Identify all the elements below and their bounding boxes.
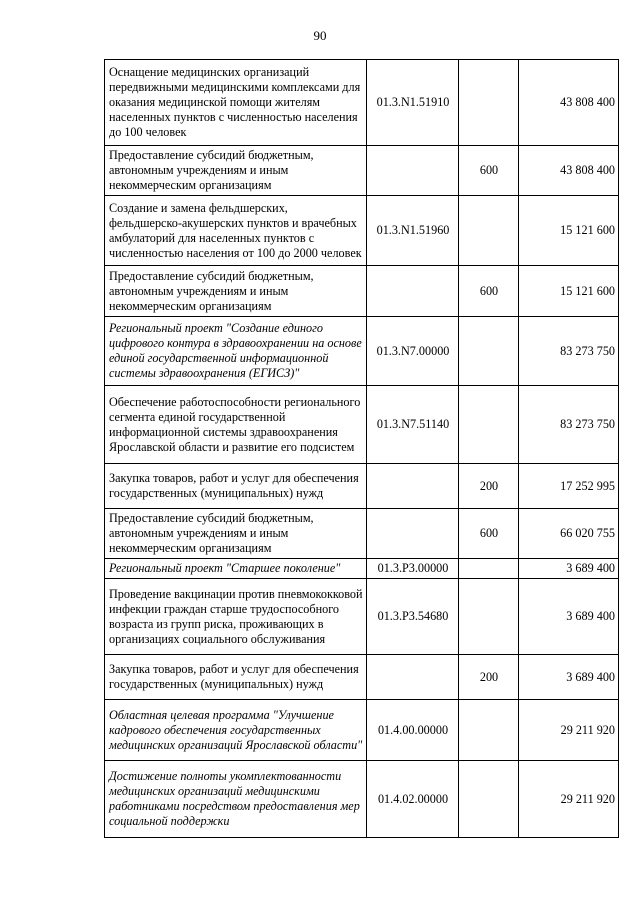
row-name: Предоставление субсидий бюджетным, автономным учреждениям и иным некоммерческим организациям [105,146,367,196]
table-row [105,761,619,838]
row-amount: 43 808 400 [519,146,619,196]
row-target-code: 01.3.P3.54680 [367,579,459,655]
row-target-code: 01.4.02.00000 [367,761,459,838]
row-amount: 3 689 400 [519,559,619,579]
table-row [105,386,619,464]
row-target-code: 01.3.N7.00000 [367,317,459,386]
row-expense-type [459,386,519,464]
row-name: Закупка товаров, работ и услуг для обеспечения государственных (муниципальных) нужд [105,464,367,509]
row-name: Оснащение медицинских организаций передвижными медицинскими комплексами для оказания медицинской помощи жителям населенных пунктов с численностью населения до 100 человек [105,60,367,146]
page-number: 90 [313,28,327,43]
row-name: Обеспечение работоспособности регионального сегмента единой государственной информационной системы здравоохранения Ярославской области и развитие его подсистем [105,386,367,464]
row-target-code: 01.4.00.00000 [367,700,459,761]
row-amount: 43 808 400 [519,60,619,146]
row-target-code: 01.3.N1.51960 [367,196,459,266]
row-amount: 66 020 755 [519,509,619,559]
row-name: Региональный проект "Старшее поколение" [105,559,367,579]
row-amount: 17 252 995 [519,464,619,509]
table-row [105,317,619,386]
row-target-code [367,509,459,559]
row-amount: 29 211 920 [519,761,619,838]
row-expense-type [459,559,519,579]
row-name: Региональный проект "Создание единого цифрового контура в здравоохранении на основе единой государственной информационной системы здравоохранения (ЕГИСЗ)" [105,317,367,386]
row-expense-type: 600 [459,509,519,559]
row-target-code [367,146,459,196]
row-amount: 3 689 400 [519,655,619,700]
row-expense-type: 200 [459,464,519,509]
row-name: Предоставление субсидий бюджетным, автономным учреждениям и иным некоммерческим организациям [105,266,367,317]
row-amount: 15 121 600 [519,196,619,266]
table-row [105,60,619,146]
row-name: Предоставление субсидий бюджетным, автономным учреждениям и иным некоммерческим организациям [105,509,367,559]
row-expense-type [459,317,519,386]
row-target-code: 01.3.N1.51910 [367,60,459,146]
row-target-code [367,464,459,509]
row-amount: 83 273 750 [519,386,619,464]
row-amount: 3 689 400 [519,579,619,655]
table-row [105,266,619,317]
row-name: Создание и замена фельдшерских, фельдшерско-акушерских пунктов и врачебных амбулаторий для населенных пунктов с численностью населения от 100 до 2000 человек [105,196,367,266]
row-expense-type [459,700,519,761]
row-name: Закупка товаров, работ и услуг для обеспечения государственных (муниципальных) нужд [105,655,367,700]
row-amount: 83 273 750 [519,317,619,386]
table-row [105,196,619,266]
row-amount: 15 121 600 [519,266,619,317]
row-target-code [367,655,459,700]
table-row [105,509,619,559]
row-amount: 29 211 920 [519,700,619,761]
table-row [105,579,619,655]
row-expense-type: 200 [459,655,519,700]
budget-table [104,59,619,838]
row-expense-type [459,60,519,146]
row-expense-type: 600 [459,146,519,196]
row-expense-type [459,196,519,266]
row-expense-type [459,761,519,838]
row-name: Достижение полноты укомплектованности медицинских организаций медицинскими работниками посредством предоставления мер социальной поддержки [105,761,367,838]
table-row [105,464,619,509]
row-target-code [367,266,459,317]
table-row [105,655,619,700]
row-target-code: 01.3.P3.00000 [367,559,459,579]
row-target-code: 01.3.N7.51140 [367,386,459,464]
row-expense-type [459,579,519,655]
row-name: Областная целевая программа "Улучшение кадрового обеспечения государственных медицинских организаций Ярославской области" [105,700,367,761]
table-row [105,559,619,579]
table-row [105,146,619,196]
row-name: Проведение вакцинации против пневмококковой инфекции граждан старше трудоспособного возраста из групп риска, проживающих в организациях социального обслуживания [105,579,367,655]
row-expense-type: 600 [459,266,519,317]
table-row [105,700,619,761]
